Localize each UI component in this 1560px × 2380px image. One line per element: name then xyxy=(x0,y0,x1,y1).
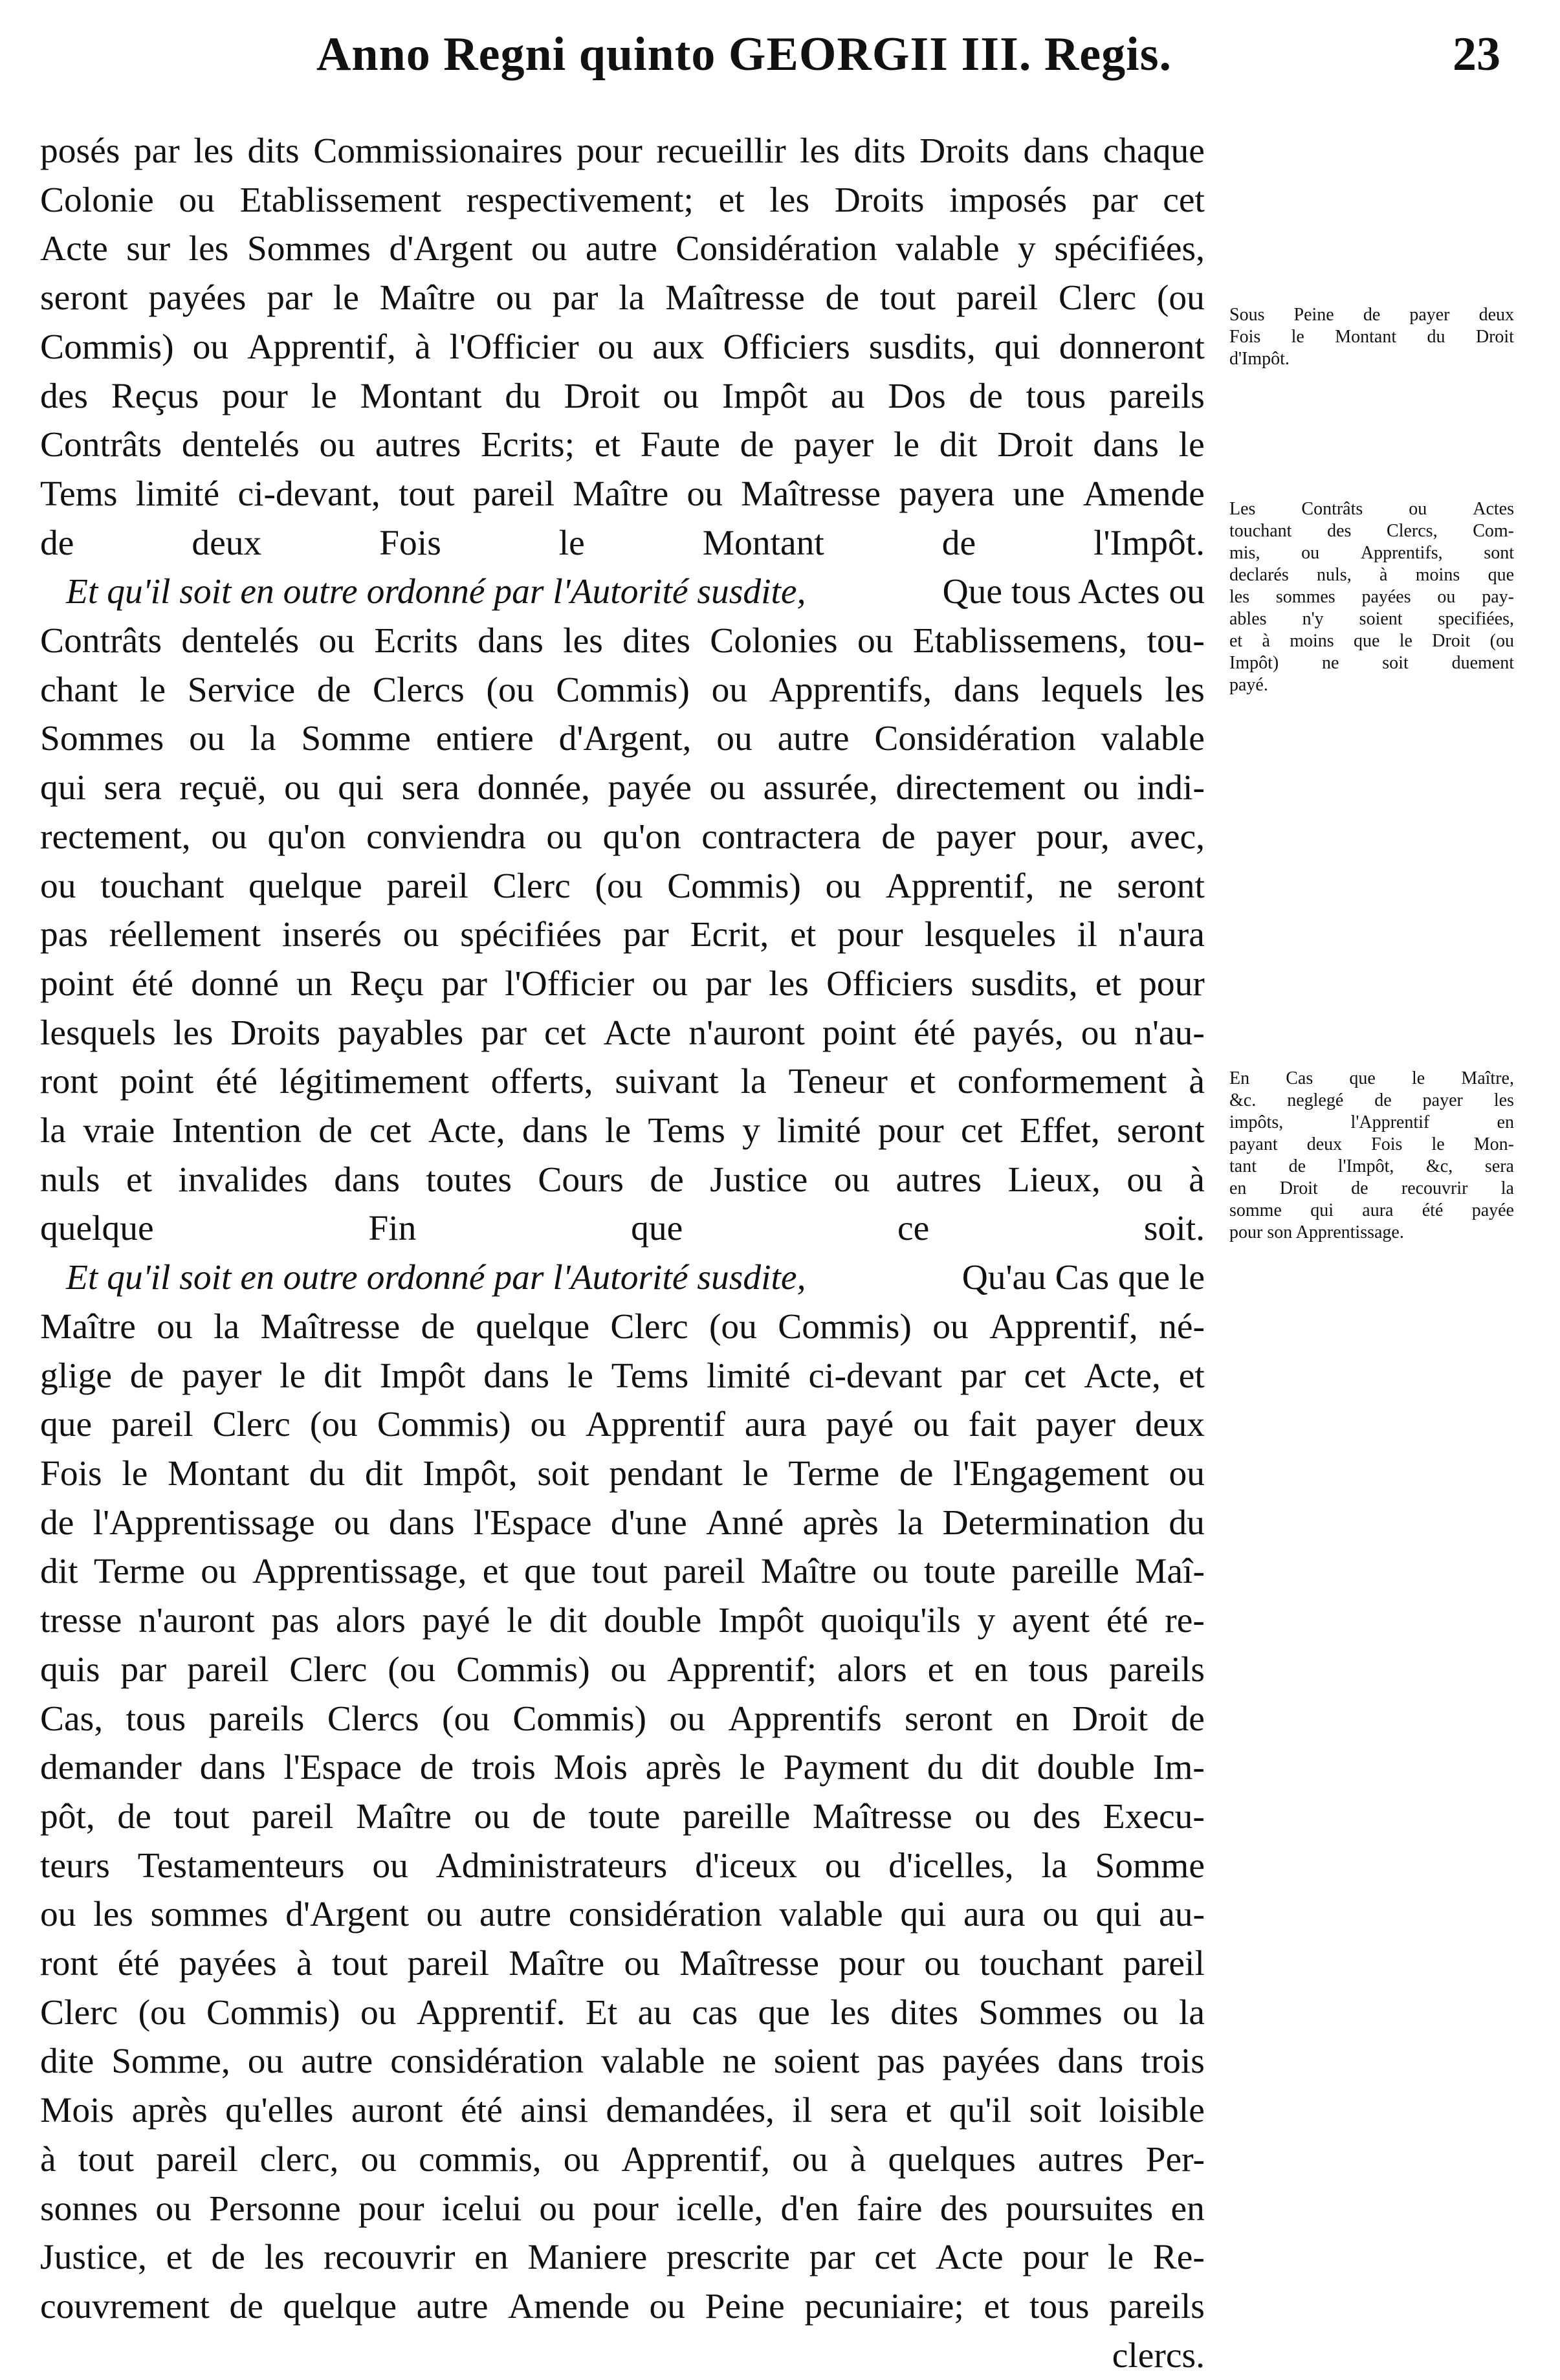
text-line: ou touchant quelque pareil Clerc (ou Commis) ou Apprentif, ne seront xyxy=(40,866,1205,906)
margin-note-line: impôts, l'Apprentif en xyxy=(1229,1112,1514,1132)
margin-note-line: Fois le Montant du Droit xyxy=(1229,327,1514,347)
clause-continuation: Qu'au Cas que le xyxy=(961,1258,1205,1298)
text-line: Mois après qu'elles auront été ainsi demandées, il sera et qu'il soit loisible xyxy=(40,2091,1205,2131)
paragraph-1 xyxy=(40,127,1205,567)
margin-note-line: &c. neglegé de payer les xyxy=(1229,1090,1514,1110)
text-line: tresse n'auront pas alors payé le dit double Impôt quoiqu'ils y ayent été re- xyxy=(40,1601,1205,1641)
text-line: Maître ou la Maîtresse de quelque Clerc (ou Commis) ou Apprentif, né- xyxy=(40,1306,1205,1347)
margin-note-line: ables n'y soient specifiées, xyxy=(1229,609,1514,629)
text-line: qui sera reçuë, ou qui sera donnée, payée ou assurée, directement ou indi- xyxy=(40,768,1205,808)
text-line: seront payées par le Maître ou par la Maîtresse de tout pareil Clerc (ou xyxy=(40,278,1205,318)
clause-continuation: Que tous Actes ou xyxy=(942,572,1205,612)
margin-note-line: En Cas que le Maître, xyxy=(1229,1068,1514,1088)
margin-note-line: pour son Apprentissage. xyxy=(1229,1222,1404,1242)
text-line: teurs Testamenteurs ou Administrateurs d'iceux ou d'icelles, la Somme xyxy=(40,1846,1205,1886)
text-line: ront point été légitimement offerts, suivant la Teneur et conformement à xyxy=(40,1062,1205,1102)
paragraph-opening-line xyxy=(40,567,1205,617)
main-text-block xyxy=(40,127,1205,2380)
paragraph-2 xyxy=(40,567,1205,1253)
text-line: quelque Fin que ce soit. xyxy=(40,1209,1205,1249)
enacting-clause: Et qu'il soit en outre ordonné par l'Autorité susdite, xyxy=(66,572,806,612)
text-line: pôt, de tout pareil Maître ou de toute pareille Maîtresse ou des Execu- xyxy=(40,1796,1205,1836)
text-line: sonnes ou Personne pour icelui ou pour icelle, d'en faire des poursuites en xyxy=(40,2188,1205,2229)
margin-note-line: Sous Peine de payer deux xyxy=(1229,305,1514,325)
margin-note-1 xyxy=(1229,304,1514,370)
margin-note-line: payant deux Fois le Mon- xyxy=(1229,1134,1514,1154)
text-line: demander dans l'Espace de trois Mois après le Payment du dit double Im- xyxy=(40,1748,1205,1788)
text-line: Colonie ou Etablissement respectivement; et les Droits imposés par cet xyxy=(40,180,1205,220)
margin-note-line: tant de l'Impôt, &c, sera xyxy=(1229,1156,1514,1176)
text-line: Fois le Montant du dit Impôt, soit pendant le Terme de l'Engagement ou xyxy=(40,1453,1205,1493)
text-line: de l'Apprentissage ou dans l'Espace d'une Anné après la Determination du xyxy=(40,1503,1205,1543)
text-line: Acte sur les Sommes d'Argent ou autre Considération valable y spécifiées, xyxy=(40,229,1205,269)
margin-note-3 xyxy=(1229,1068,1514,1244)
text-line: lesquels les Droits payables par cet Acte n'auront point été payés, ou n'au- xyxy=(40,1013,1205,1053)
margin-note-line: et à moins que le Droit (ou xyxy=(1229,631,1514,651)
text-line: que pareil Clerc (ou Commis) ou Apprentif aura payé ou fait payer deux xyxy=(40,1405,1205,1445)
text-line: Sommes ou la Somme entiere d'Argent, ou autre Considération valable xyxy=(40,719,1205,759)
margin-note-line: Impôt) ne soit duement xyxy=(1229,653,1514,673)
margin-note-line: Les Contrâts ou Actes xyxy=(1229,499,1514,519)
page-number: 23 xyxy=(1453,28,1500,81)
margin-note-line: mis, ou Apprentifs, sont xyxy=(1229,543,1514,563)
paragraph-3 xyxy=(40,1253,1205,2331)
text-line: pas réellement inserés ou spécifiées par Ecrit, et pour lesqueles il n'aura xyxy=(40,915,1205,955)
margin-note-line: payé. xyxy=(1229,675,1268,695)
text-line: rectement, ou qu'on conviendra ou qu'on contractera de payer pour, avec, xyxy=(40,817,1205,857)
enacting-clause: Et qu'il soit en outre ordonné par l'Autorité susdite, xyxy=(66,1258,806,1298)
margin-note-line: en Droit de recouvrir la xyxy=(1229,1178,1514,1198)
text-line: quis par pareil Clerc (ou Commis) ou Apprentif; alors et en tous pareils xyxy=(40,1649,1205,1690)
margin-note-line: declarés nuls, à moins que xyxy=(1229,565,1514,585)
text-line: Justice, et de les recouvrir en Maniere prescrite par cet Acte pour le Re- xyxy=(40,2238,1205,2278)
text-line: Tems limité ci-devant, tout pareil Maître ou Maîtresse payera une Amende xyxy=(40,474,1205,514)
margin-note-line: somme qui aura été payée xyxy=(1229,1200,1514,1220)
text-line: point été donné un Reçu par l'Officier ou par les Officiers susdits, et pour xyxy=(40,964,1205,1004)
margin-note-2 xyxy=(1229,498,1514,696)
text-line: à tout pareil clerc, ou commis, ou Apprentif, ou à quelques autres Per- xyxy=(40,2139,1205,2179)
margin-note-line: touchant des Clercs, Com- xyxy=(1229,521,1514,541)
text-line: posés par les dits Commissionaires pour recueillir les dits Droits dans chaque xyxy=(40,131,1205,171)
text-line: dit Terme ou Apprentissage, et que tout pareil Maître ou toute pareille Maî- xyxy=(40,1552,1205,1592)
text-line: Contrâts dentelés ou autres Ecrits; et Faute de payer le dit Droit dans le xyxy=(40,425,1205,465)
margin-note-line: les sommes payées ou pay- xyxy=(1229,587,1514,607)
text-line: dite Somme, ou autre considération valable ne soient pas payées dans trois xyxy=(40,2042,1205,2082)
text-line: Clerc (ou Commis) ou Apprentif. Et au cas que les dites Sommes ou la xyxy=(40,1992,1205,2033)
text-line: ou les sommes d'Argent ou autre considération valable qui aura ou qui au- xyxy=(40,1895,1205,1935)
text-line: Commis) ou Apprentif, à l'Officier ou aux Officiers susdits, qui donneront xyxy=(40,327,1205,367)
text-line: nuls et invalides dans toutes Cours de Justice ou autres Lieux, ou à xyxy=(40,1160,1205,1200)
running-head-title: Anno Regni quinto GEORGII III. Regis. xyxy=(316,28,1172,81)
paragraph-opening-line xyxy=(40,1253,1205,1303)
text-line: ront été payées à tout pareil Maître ou Maîtresse pour ou touchant pareil xyxy=(40,1944,1205,1984)
text-line: Cas, tous pareils Clercs (ou Commis) ou Apprentifs seront en Droit de xyxy=(40,1699,1205,1739)
catchword: clercs. xyxy=(1112,2335,1205,2375)
text-line: glige de payer le dit Impôt dans le Tems limité ci-devant par cet Acte, et xyxy=(40,1356,1205,1396)
text-line: Contrâts dentelés ou Ecrits dans les dites Colonies ou Etablissemens, tou- xyxy=(40,621,1205,661)
text-line: de deux Fois le Montant de l'Impôt. xyxy=(40,523,1205,563)
text-line: des Reçus pour le Montant du Droit ou Impôt au Dos de tous pareils xyxy=(40,376,1205,416)
margin-note-line: d'Impôt. xyxy=(1229,349,1290,369)
text-line: chant le Service de Clercs (ou Commis) ou Apprentifs, dans lequels les xyxy=(40,670,1205,710)
text-line: couvrement de quelque autre Amende ou Peine pecuniaire; et tous pareils xyxy=(40,2286,1205,2326)
text-line: la vraie Intention de cet Acte, dans le Tems y limité pour cet Effet, seront xyxy=(40,1111,1205,1151)
